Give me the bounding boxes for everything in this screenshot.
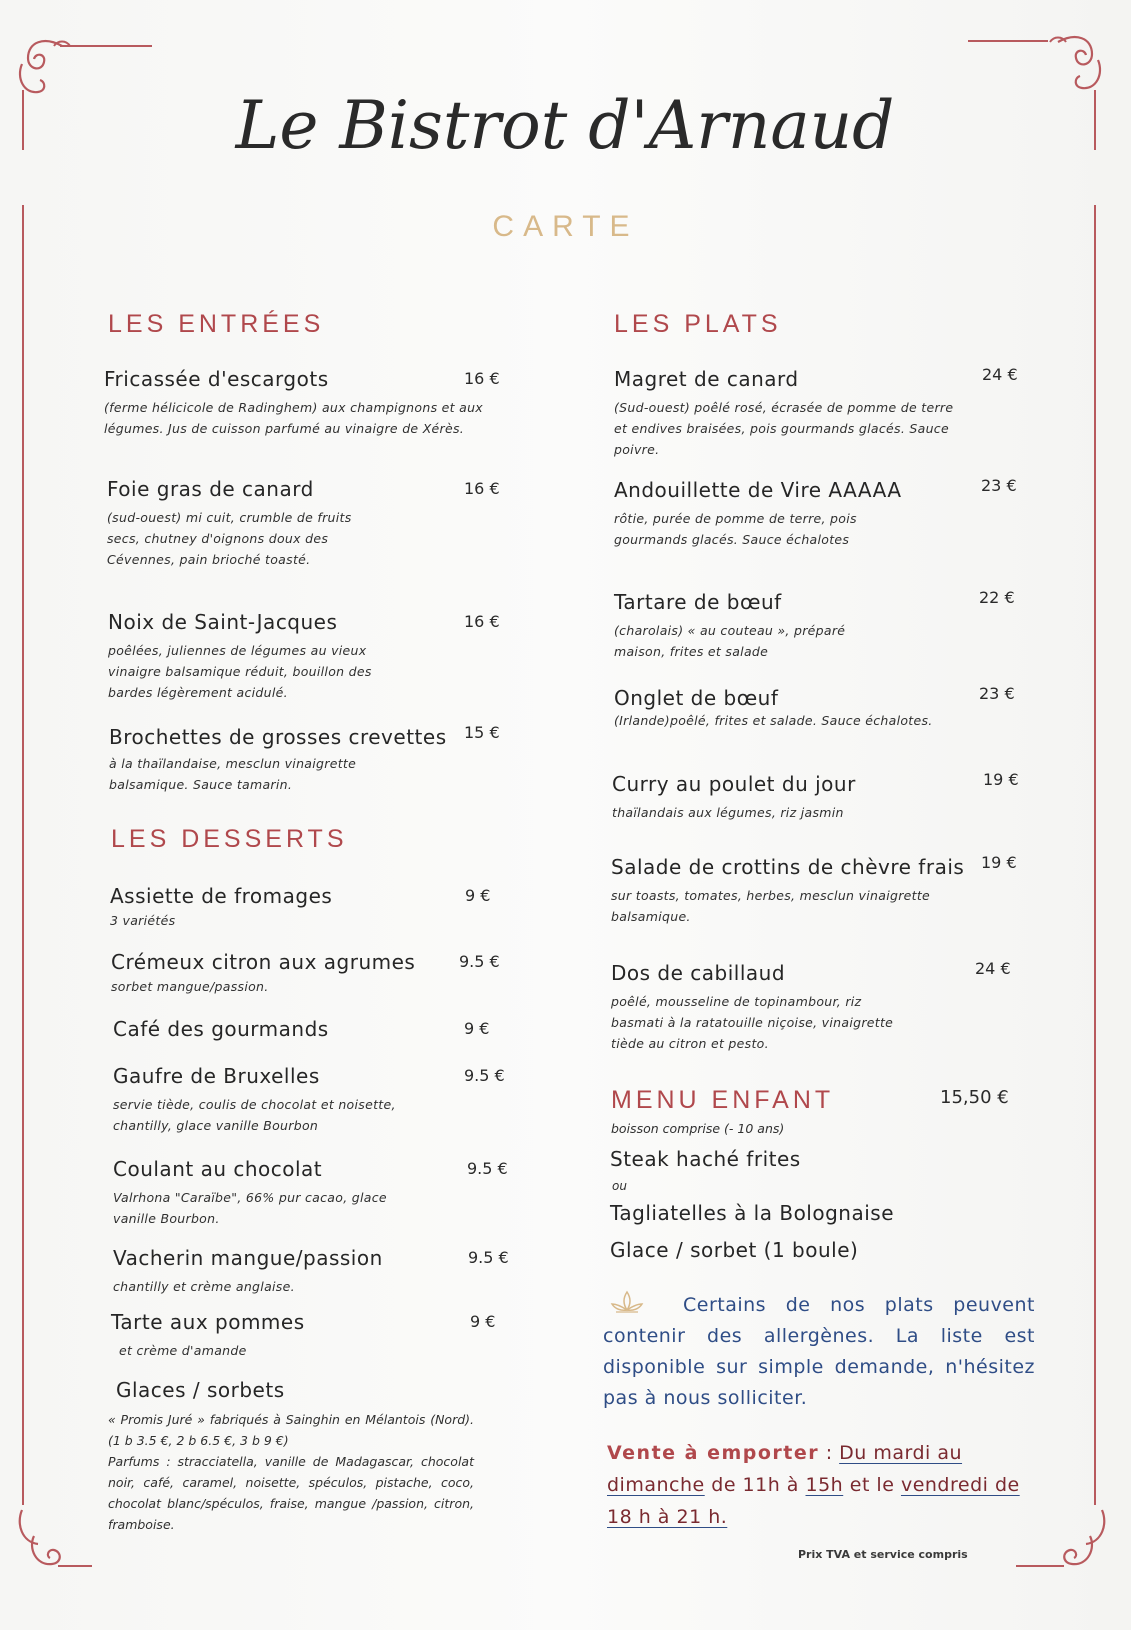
item-description: (Irlande)poêlé, frites et salade. Sauce échalotes.: [614, 713, 933, 728]
allergen-note: [603, 1290, 1035, 1414]
menu-item: [614, 686, 1034, 731]
desserts-section-title: LES DESSERTS: [111, 825, 348, 853]
menu-item: [108, 610, 503, 703]
item-price: 9.5 €: [459, 952, 500, 971]
item-name: Café des gourmands: [113, 1017, 329, 1041]
entrees-section-title: LES ENTRÉES: [108, 310, 325, 338]
menu-item: [113, 1246, 513, 1297]
carte-heading: CARTE: [492, 210, 639, 243]
item-name: Tartare de bœuf: [614, 590, 782, 614]
item-name: Crémeux citron aux agrumes: [111, 950, 416, 974]
item-name: Brochettes de grosses crevettes: [109, 725, 447, 749]
item-name: Onglet de bœuf: [614, 686, 779, 710]
takeaway-days: Du mardi au dimanche: [607, 1442, 963, 1496]
restaurant-name: Le Bistrot d'Arnaud: [235, 87, 895, 164]
item-description: et crème d'amande: [119, 1343, 247, 1358]
item-price: 9 €: [464, 1019, 490, 1038]
item-description: (Sud-ouest) poêlé rosé, écrasée de pomme de terre et endives braisées, pois gourmands glacés. Sauce poivre.: [614, 400, 954, 457]
item-price: 23 €: [981, 476, 1017, 495]
item-name: Andouillette de Vire AAAAA: [614, 478, 902, 502]
frame-left-line: [22, 205, 24, 1505]
item-price: 16 €: [464, 369, 500, 388]
corner-ornament-bottom-left-icon: [14, 1506, 94, 1578]
item-price: 9 €: [470, 1312, 496, 1331]
item-description: à la thaïlandaise, mesclun vinaigrette balsamique. Sauce tamarin.: [109, 756, 357, 792]
item-description: sur toasts, tomates, herbes, mesclun vinaigrette balsamique.: [611, 888, 931, 924]
item-price: 9 €: [465, 886, 491, 905]
item-description: Valrhona "Caraïbe", 66% pur cacao, glace vanille Bourbon.: [113, 1190, 387, 1226]
item-description: poêlées, juliennes de légumes au vieux vinaigre balsamique réduit, bouillon des bardes légèrement acidulé.: [108, 643, 372, 700]
item-description: 3 variétés: [110, 913, 176, 928]
takeaway-separator: :: [819, 1442, 840, 1464]
takeaway-hours-text: de 11h à: [704, 1474, 806, 1496]
takeaway-info: [607, 1437, 1043, 1533]
item-description: servie tiède, coulis de chocolat et noisette, chantilly, glace vanille Bourbon: [113, 1097, 396, 1133]
item-name: Salade de crottins de chèvre frais: [611, 855, 965, 879]
takeaway-friday: vendredi de 18 h à 21 h.: [607, 1474, 1020, 1528]
corner-ornament-top-left-icon: [14, 34, 74, 98]
item-price: 24 €: [982, 365, 1018, 384]
menu-enfant-title: MENU ENFANT: [611, 1086, 835, 1114]
item-description: sorbet mangue/passion.: [111, 979, 269, 994]
menu-item: [111, 950, 511, 997]
takeaway-hours-end: 15h: [805, 1474, 844, 1496]
item-name: Glaces / sorbets: [116, 1378, 285, 1402]
item-name: Coulant au chocolat: [113, 1157, 323, 1181]
glaces-flavours: Parfums : stracciatella, vanille de Madagascar, chocolat noir, café, caramel, noisette, spéculos, pistache, coco, chocolat blanc/spéculos, fraise, mangue /passion, citron, framboise.: [108, 1454, 474, 1532]
menu-enfant-subtitle: boisson comprise (- 10 ans): [611, 1121, 785, 1136]
menu-item: [104, 367, 499, 439]
frame-top-left-vertical: [22, 90, 24, 150]
item-name: Gaufre de Bruxelles: [113, 1064, 320, 1088]
item-description: poêlé, mousseline de topinambour, riz basmati à la ratatouille niçoise, vinaigrette tiède au citron et pesto.: [611, 994, 894, 1051]
item-name: Tarte aux pommes: [111, 1310, 305, 1334]
menu-item: [614, 590, 1034, 662]
menu-item: [614, 367, 1034, 460]
item-name: Noix de Saint-Jacques: [108, 610, 338, 634]
item-price: 16 €: [464, 612, 500, 631]
item-price: 22 €: [979, 588, 1015, 607]
item-price: 23 €: [979, 684, 1015, 703]
restaurant-logo-title: [200, 60, 930, 190]
item-name: Fricassée d'escargots: [104, 367, 329, 391]
item-description: (ferme hélicicole de Radinghem) aux champignons et aux légumes. Jus de cuisson parfumé au vinaigre de Xérès.: [104, 400, 484, 436]
plats-section-title: LES PLATS: [614, 310, 782, 338]
item-name: Assiette de fromages: [110, 884, 333, 908]
item-price: 9.5 €: [467, 1159, 508, 1178]
item-description: rôtie, purée de pomme de terre, pois gourmands glacés. Sauce échalotes: [614, 511, 857, 547]
menu-item: [611, 961, 1031, 1054]
glaces-description: [108, 1409, 474, 1535]
corner-ornament-top-right-icon: [1046, 30, 1108, 94]
item-name: Vacherin mangue/passion: [113, 1246, 383, 1270]
menu-item: [611, 855, 1041, 927]
item-name: Foie gras de canard: [107, 477, 314, 501]
menu-item: [113, 1064, 513, 1136]
menu-item: [116, 1378, 516, 1402]
item-description: (charolais) « au couteau », préparé maison, frites et salade: [614, 623, 846, 659]
item-price: 19 €: [983, 770, 1019, 789]
item-description: chantilly et crème anglaise.: [113, 1279, 295, 1294]
menu-enfant-or: ou: [612, 1179, 627, 1193]
takeaway-label: Vente à emporter: [607, 1442, 820, 1464]
menu-item: [614, 478, 1034, 550]
item-price: 9.5 €: [464, 1066, 505, 1085]
menu-enfant-option-2: Tagliatelles à la Bolognaise: [610, 1201, 895, 1225]
item-price: 15 €: [464, 723, 500, 742]
menu-item: [113, 1157, 513, 1229]
menu-item: [107, 477, 502, 570]
item-name: Dos de cabillaud: [611, 961, 786, 985]
menu-item: [110, 884, 510, 931]
menu-enfant-option-3: Glace / sorbet (1 boule): [610, 1238, 859, 1262]
takeaway-and: et le: [843, 1474, 901, 1496]
item-name: Curry au poulet du jour: [612, 772, 856, 796]
menu-enfant-option-1: Steak haché frites: [610, 1147, 801, 1171]
menu-item: [612, 772, 1032, 823]
frame-top-right-line: [968, 40, 1048, 42]
item-description: (sud-ouest) mi cuit, crumble de fruits secs, chutney d'oignons doux des Cévennes, pain brioché toasté.: [107, 510, 352, 567]
item-description: thaïlandais aux légumes, riz jasmin: [612, 805, 844, 820]
menu-item: [111, 1310, 511, 1361]
item-price: 9.5 €: [468, 1248, 509, 1267]
price-footnote: Prix TVA et service compris: [798, 1548, 968, 1561]
item-price: 16 €: [464, 479, 500, 498]
frame-top-right-vertical: [1094, 90, 1096, 150]
glaces-origin: « Promis Juré » fabriqués à Sainghin en Mélantois (Nord). (1 b 3.5 €, 2 b 6.5 €, 3 b 9 €): [108, 1412, 474, 1448]
frame-right-line: [1094, 205, 1096, 1505]
item-name: Magret de canard: [614, 367, 799, 391]
menu-item: [113, 1017, 513, 1041]
item-price: 19 €: [981, 853, 1017, 872]
allergen-text: Certains de nos plats peuvent contenir des allergènes. La liste est disponible sur simple demande, n'hésitez pas à nous solliciter.: [603, 1294, 1035, 1409]
item-price: 24 €: [975, 959, 1011, 978]
menu-item: [109, 725, 529, 795]
menu-enfant-price: 15,50 €: [940, 1087, 1009, 1108]
